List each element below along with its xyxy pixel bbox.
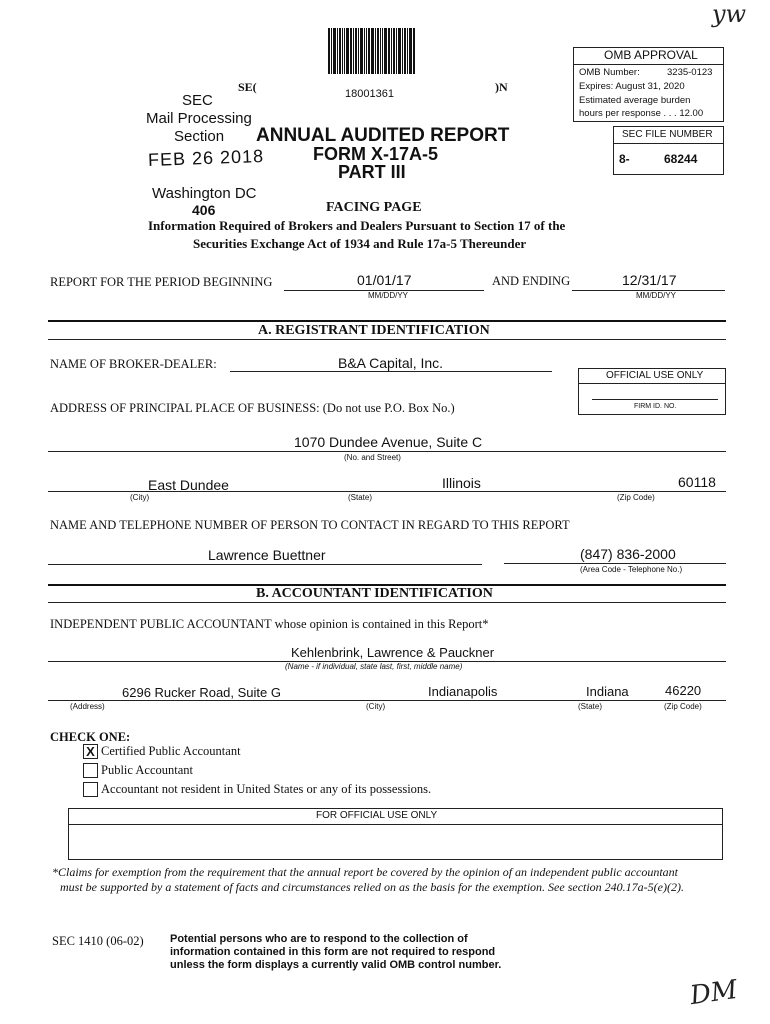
contact-label: NAME AND TELEPHONE NUMBER OF PERSON TO CONTACT IN REGARD TO THIS REPORT (50, 518, 570, 532)
on-fragment: )N (495, 80, 508, 94)
zip-hint: (Zip Code) (617, 493, 655, 502)
form-number: FORM X-17A-5 (313, 144, 439, 164)
footnote-line-2: must be supported by a statement of facts and circumstances relied on as the basis for the exemption. See section 240.17a-5(e)(2). (60, 880, 684, 894)
check-one-label: CHECK ONE: (50, 730, 131, 744)
state-value[interactable]: Illinois (442, 475, 481, 491)
sec-file-prefix: 8- (619, 152, 630, 166)
ipa-label: INDEPENDENT PUBLIC ACCOUNTANT whose opinion is contained in this Report* (50, 617, 489, 631)
notice-line-2: information contained in this form are not required to respond (170, 946, 496, 958)
accountant-city[interactable]: Indianapolis (428, 684, 498, 699)
barcode (328, 28, 416, 74)
stamp-mail-processing: Mail Processing (146, 110, 252, 127)
stamp-date: FEB 26 2018 (147, 145, 265, 171)
option-accountant-not-resident: Accountant not resident in United States or any of its possessions. (101, 782, 432, 796)
period-end-value[interactable]: 12/31/17 (622, 272, 677, 288)
for-official-use-label: FOR OFFICIAL USE ONLY (316, 810, 438, 821)
form-id: SEC 1410 (06-02) (52, 934, 144, 948)
stamp-washington: Washington DC (152, 185, 257, 202)
stamp-sec: SEC (182, 92, 213, 109)
period-begin-hint: MM/DD/YY (368, 291, 408, 300)
omb-expires: Expires: August 31, 2020 (579, 81, 685, 92)
option-public-accountant: Public Accountant (101, 763, 193, 777)
checkbox-accountant-not-resident[interactable] (83, 782, 98, 797)
accountant-name-hint: (Name - if individual, state last, first, middle name) (285, 662, 463, 671)
phone-hint: (Area Code - Telephone No.) (580, 565, 683, 574)
broker-dealer-label: NAME OF BROKER-DEALER: (50, 357, 217, 371)
street-value[interactable]: 1070 Dundee Avenue, Suite C (294, 434, 483, 450)
contact-phone[interactable]: (847) 836-2000 (580, 546, 676, 562)
accountant-address[interactable]: 6296 Rucker Road, Suite G (122, 685, 281, 700)
report-title: ANNUAL AUDITED REPORT (256, 125, 510, 146)
registrant-heading: A. REGISTRANT IDENTIFICATION (258, 323, 490, 338)
stamp-number: 406 (192, 202, 216, 218)
sec-fragment: SE( (238, 80, 257, 94)
omb-number-value: 3235-0123 (667, 67, 713, 78)
firm-id-label: FIRM ID. NO. (634, 403, 677, 410)
period-end-label: AND ENDING (492, 274, 571, 288)
sec-file-number-label: SEC FILE NUMBER (622, 129, 713, 140)
accountant-name[interactable]: Kehlenbrink, Lawrence & Pauckner (291, 645, 495, 660)
accountant-zip-hint: (Zip Code) (664, 702, 702, 711)
address-label: ADDRESS OF PRINCIPAL PLACE OF BUSINESS: (Do not use P.O. Box No.) (50, 401, 455, 415)
omb-burden-line2: hours per response . . . 12.00 (579, 108, 704, 119)
footnote-line-1: *Claims for exemption from the requirement that the annual report be covered by the opinion of an independent public accountant (52, 865, 678, 879)
street-hint: (No. and Street) (344, 453, 401, 462)
info-line-1: Information Required of Brokers and Dealers Pursuant to Section 17 of the (148, 218, 566, 233)
handwritten-initials-bottom: DM (688, 974, 740, 1012)
accountant-state-hint: (State) (578, 702, 603, 711)
period-end-hint: MM/DD/YY (636, 291, 676, 300)
accountant-zip[interactable]: 46220 (665, 683, 702, 698)
facing-page: FACING PAGE (326, 200, 422, 215)
omb-title: OMB APPROVAL (604, 48, 698, 62)
option-certified-public-accountant: Certified Public Accountant (101, 744, 241, 758)
notice-line-1: Potential persons who are to respond to the collection of (170, 933, 468, 945)
checkbox-public-accountant[interactable] (83, 763, 98, 778)
part-number: PART III (338, 162, 406, 182)
accountant-state[interactable]: Indiana (586, 684, 629, 699)
stamp-section: Section (174, 128, 225, 145)
period-begin-value[interactable]: 01/01/17 (357, 272, 412, 288)
zip-value[interactable]: 60118 (678, 474, 716, 490)
info-line-2: Securities Exchange Act of 1934 and Rule 17a-5 Thereunder (193, 236, 527, 251)
sec-file-number: 68244 (664, 152, 698, 166)
accountant-city-hint: (City) (366, 702, 386, 711)
notice-line-3: unless the form displays a currently valid OMB control number. (170, 959, 502, 971)
barcode-number: 18001361 (345, 88, 394, 100)
contact-name[interactable]: Lawrence Buettner (208, 547, 326, 563)
checkbox-certified-public-accountant[interactable]: X (83, 744, 98, 759)
handwritten-initials-top: yw (712, 0, 747, 28)
omb-number-label: OMB Number: (579, 67, 640, 78)
accountant-address-hint: (Address) (70, 702, 105, 711)
official-use-label: OFFICIAL USE ONLY (606, 370, 704, 381)
state-hint: (State) (348, 493, 373, 502)
city-hint: (City) (130, 493, 150, 502)
city-value[interactable]: East Dundee (148, 477, 229, 493)
broker-dealer-value[interactable]: B&A Capital, Inc. (338, 355, 444, 371)
omb-burden-line1: Estimated average burden (579, 95, 691, 106)
period-begin-label: REPORT FOR THE PERIOD BEGINNING (50, 275, 273, 289)
accountant-heading: B. ACCOUNTANT IDENTIFICATION (256, 586, 493, 601)
